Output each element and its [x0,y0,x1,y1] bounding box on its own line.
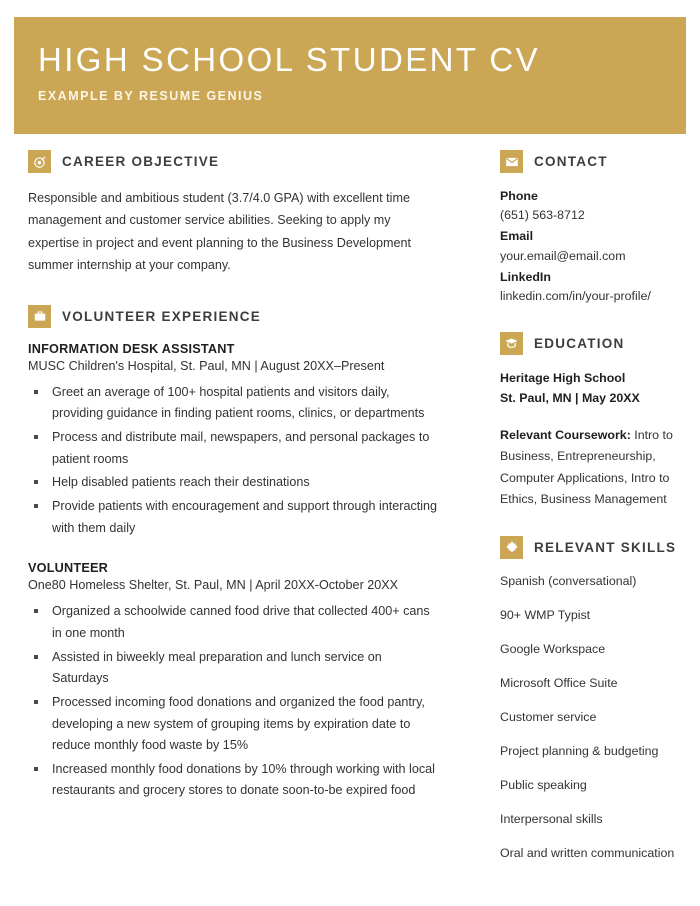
section-education [500,332,686,510]
page-subtitle: EXAMPLE BY RESUME GENIUS [38,88,264,103]
contact-value-phone: (651) 563-8712 [500,208,585,223]
contact-label-phone: Phone [500,189,538,203]
skill-item: Spanish (conversational) [500,574,637,589]
section-title: EDUCATION [534,336,625,352]
bullet-item: Help disabled patients reach their destinations [28,472,440,494]
education-school: Heritage High School [500,371,626,386]
education-location-date: St. Paul, MN | May 20XX [500,391,640,406]
section-title: VOLUNTEER EXPERIENCE [62,308,262,324]
skill-item: Microsoft Office Suite [500,676,618,691]
skill-item: Customer service [500,710,597,725]
career-objective-text: Responsible and ambitious student (3.7/4.0 GPA) with excellent time management and customer service abilities. Seeking to apply my expertise in project and event planning to the Business Development summer internship at your company. [28,191,411,273]
section-contact [500,150,686,306]
section-relevant-skills [500,536,686,863]
left-column [0,150,440,824]
bullet-item: Provide patients with encouragement and support through interacting with them daily [28,496,440,539]
skill-item: Interpersonal skills [500,812,603,827]
bullet-item: Increased monthly food donations by 10% through working with local restaurants and grocery stores to donate soon-to-be expired food [28,759,440,802]
job-entry [28,342,440,540]
contact-value-email[interactable]: your.email@email.com [500,248,626,263]
section-volunteer-experience [28,305,440,803]
contact-label-email: Email [500,229,534,244]
section-header [500,150,686,173]
bullet-item: Greet an average of 100+ hospital patients and visitors daily, providing guidance in finding patient rooms, clinics, or departments [28,382,440,425]
puzzle-piece-icon [500,536,523,559]
skill-item: Google Workspace [500,642,606,657]
header-banner [14,17,686,134]
section-header [28,305,440,328]
section-career-objective [28,150,440,277]
section-header [500,332,686,355]
skill-item: 90+ WMP Typist [500,608,591,623]
envelope-icon [500,150,523,173]
contact-value-linkedin[interactable]: linkedin.com/in/your-profile/ [500,289,651,304]
section-title: RELEVANT SKILLS [534,540,677,556]
bullet-item: Assisted in biweekly meal preparation and lunch service on Saturdays [28,647,440,690]
job-meta: One80 Homeless Shelter, St. Paul, MN | April 20XX-October 20XX [28,578,399,593]
bullet-item: Process and distribute mail, newspapers, and personal packages to patient rooms [28,427,440,470]
section-header [28,150,440,173]
skill-item: Project planning & budgeting [500,744,659,759]
coursework-value: Intro to Business, Entrepreneurship, Computer Applications, Intro to Ethics, Business Management [500,428,673,506]
section-header [500,536,686,559]
target-icon [28,150,51,173]
briefcase-icon [28,305,51,328]
job-meta: MUSC Children's Hospital, St. Paul, MN | August 20XX–Present [28,358,385,373]
resume-body [0,150,700,889]
education-coursework [500,425,686,510]
contact-label-linkedin: LinkedIn [500,269,551,284]
job-title: INFORMATION DESK ASSISTANT [28,341,235,356]
section-title: CAREER OBJECTIVE [62,154,220,169]
bullet-item: Organized a schoolwide canned food drive that collected 400+ cans in one month [28,601,440,644]
skills-list [500,573,686,863]
skill-item: Oral and written communication [500,846,675,861]
graduation-cap-icon [500,332,523,355]
right-column [440,150,700,889]
bullet-item: Processed incoming food donations and organized the food pantry, developing a new system of grouping items by expiration date to reduce monthly food waste by 15% [28,692,440,757]
job-title: VOLUNTEER [28,561,109,576]
coursework-label: Relevant Coursework: [500,428,631,442]
job-entry [28,561,440,802]
page-title: HIGH SCHOOL STUDENT CV [38,41,541,78]
skill-item: Public speaking [500,778,587,793]
job-bullets [28,382,440,540]
job-bullets [28,601,440,802]
section-title: CONTACT [534,154,608,169]
